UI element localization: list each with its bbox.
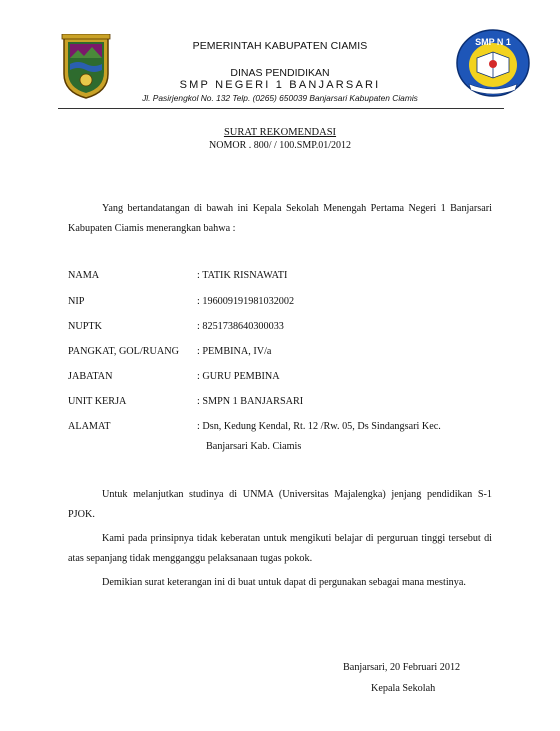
place-date: Banjarsari, 20 Februari 2012 <box>343 662 461 673</box>
intro-paragraph: Yang bertandatangan di bawah ini Kepala Sekolah Menengah Pertama Negeri 1 Banjarsari Kabupaten Ciamis menerangkan bahwa : <box>68 203 492 234</box>
paragraph-study: Untuk melanjutkan studinya di UNMA (Universitas Majalengka) jenjang pendidikan S-1 PJOK. <box>68 489 492 520</box>
letter-title: SURAT REKOMENDASI <box>223 127 337 138</box>
field-value-alamat: : Dsn, Kedung Kendal, Rt. 12 /Rw. 05, Ds Sindangsari Kec. <box>197 421 441 432</box>
field-label-jabatan: JABATAN <box>68 371 113 382</box>
field-value-nama: : TATIK RISNAWATI <box>197 270 288 281</box>
letterhead-government: PEMERINTAH KABUPATEN CIAMIS <box>192 40 368 52</box>
field-value-pangkat: : PEMBINA, IV/a <box>197 346 272 357</box>
field-label-nama: NAMA <box>68 270 100 281</box>
field-value-unit-kerja: : SMPN 1 BANJARSARI <box>197 396 304 407</box>
signer-title: Kepala Sekolah <box>371 683 436 694</box>
field-label-alamat: ALAMAT <box>68 421 111 432</box>
field-value-alamat-line2: Banjarsari Kab. Ciamis <box>206 441 302 452</box>
letterhead-school: SMP NEGERI 1 BANJARSARI <box>179 79 381 91</box>
paragraph-closing: Demikian surat keterangan ini di buat untuk dapat di pergunakan sebagai mana mestinya. <box>102 577 466 588</box>
letter-number: NOMOR . 800/ / 100.SMP.01/2012 <box>209 140 351 151</box>
letterhead-address: Jl. Pasirjengkol No. 132 Telp. (0265) 650039 Banjarsari Kabupaten Ciamis <box>142 93 418 103</box>
field-label-unit-kerja: UNIT KERJA <box>68 396 127 407</box>
field-label-pangkat: PANGKAT, GOL/RUANG <box>68 346 179 357</box>
field-value-jabatan: : GURU PEMBINA <box>197 371 280 382</box>
field-label-nip: NIP <box>68 296 85 307</box>
paragraph-approval: Kami pada prinsipnya tidak keberatan untuk mengikuti belajar di perguruan tinggi tersebut di atas sepanjang tidak mengganggu pelaksanaan tugas pokok. <box>68 533 492 564</box>
field-value-nuptk: : 8251738640300033 <box>197 321 284 332</box>
letterhead-divider <box>58 108 504 109</box>
field-label-nuptk: NUPTK <box>68 321 102 332</box>
field-value-nip: : 196009191981032002 <box>197 296 295 307</box>
letterhead-department: DINAS PENDIDIKAN <box>230 67 330 79</box>
logo-right-text: SMP N 1 <box>475 37 511 47</box>
